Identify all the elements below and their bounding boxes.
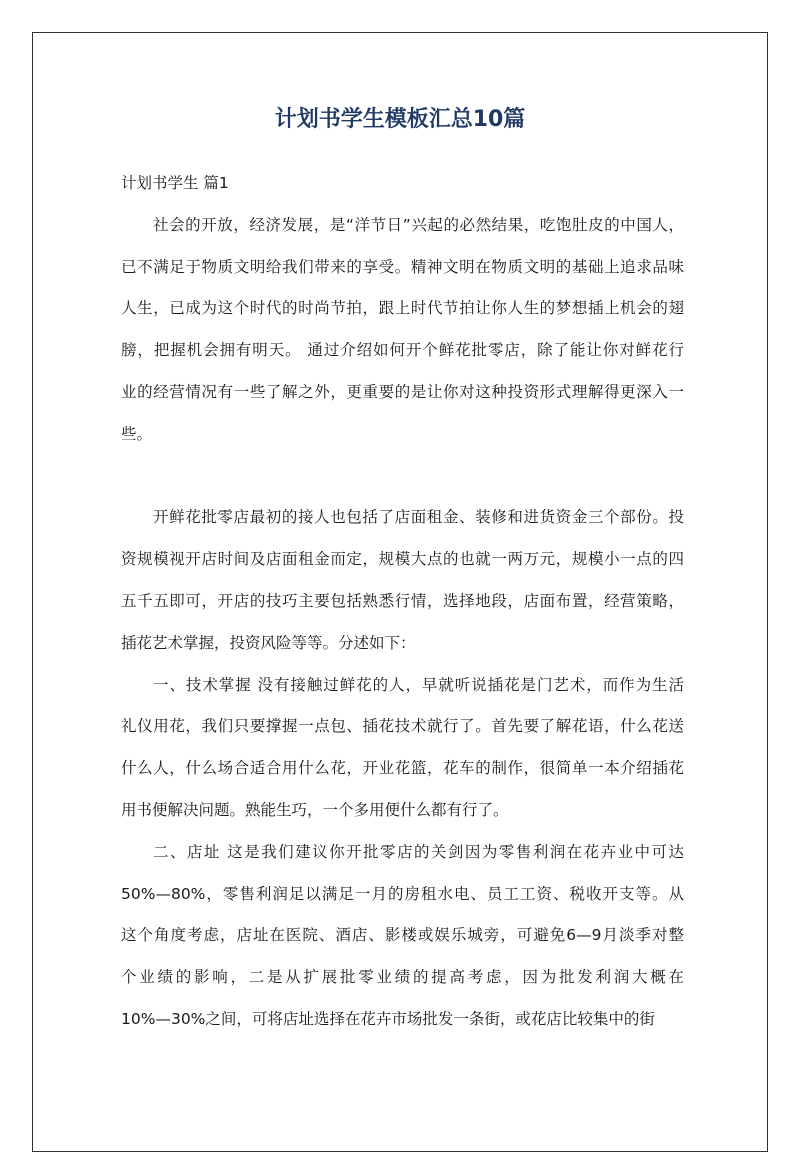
paragraph-line: 膀，把握机会拥有明天。 通过介绍如何开个鲜花批零店，除了能让你对鲜花行: [121, 341, 684, 360]
paragraph-line: 业的经营情况有一些了解之外，更重要的是让你对这种投资形式理解得更深入一: [121, 382, 684, 401]
paragraph-line: 社会的开放，经济发展，是“洋节日”兴起的必然结果，吃饱肚皮的中国人，: [153, 215, 684, 234]
paragraph-line: 这个角度考虑，店址在医院、酒店、影楼或娱乐城旁，可避免6—9月淡季对整: [121, 926, 684, 945]
paragraph-line: 二、店址 这是我们建议你开批零店的关剑因为零售利润在花卉业中可达: [153, 842, 684, 861]
paragraph-line: 50%—80%，零售利润足以满足一月的房租水电、员工工资、税收开支等。从: [121, 884, 684, 903]
paragraph-line: 一、技术掌握 没有接触过鲜花的人，早就听说插花是门艺术，而作为生活: [153, 675, 684, 694]
paragraph-line: 些。: [121, 424, 153, 443]
document-title: 计划书学生模板汇总10篇: [274, 107, 526, 132]
paragraph-line: 10%—30%之间，可将店址选择在花卉市场批发一条街，或花店比较集中的街: [121, 1009, 655, 1028]
paragraph-line: 插花艺术掌握，投资风险等等。分述如下：: [121, 633, 416, 652]
paragraph-line: 用书便解决问题。熟能生巧，一个多用便什么都有行了。: [121, 800, 509, 819]
section-heading: 计划书学生 篇1: [121, 174, 229, 192]
document-body: [121, 163, 684, 1041]
paragraph: [121, 205, 684, 456]
paragraph-line: 个业绩的影响，二是从扩展批零业绩的提高考虑，因为批发利润大概在: [121, 968, 684, 987]
paragraph: [121, 497, 684, 664]
paragraph-line: 资规模视开店时间及店面租金而定，规模大点的也就一两万元，规模小一点的四: [121, 550, 684, 569]
paragraph: [121, 665, 684, 832]
paragraph-line: 什么人，什么场合适合用什么花，开业花篮，花车的制作，很简单一本介绍插花: [121, 759, 684, 778]
paragraph: [121, 832, 684, 1041]
paragraph-line: 开鲜花批零店最初的接人也包括了店面租金、装修和进货资金三个部份。投: [153, 508, 684, 527]
paragraph-line: 礼仪用花，我们只要撑握一点包、插花技术就行了。首先要了解花语，什么花送: [121, 717, 684, 736]
paragraph-line: 已不满足于物质文明给我们带来的享受。精神文明在物质文明的基础上追求品味: [121, 257, 684, 276]
paragraph-line: 人生，已成为这个时代的时尚节拍，跟上时代节拍让你人生的梦想插上机会的翅: [121, 299, 684, 318]
paragraph-line: 五千五即可，开店的技巧主要包括熟悉行情，选择地段，店面布置，经营策略，: [121, 591, 684, 610]
paragraph-gap: [121, 456, 684, 498]
